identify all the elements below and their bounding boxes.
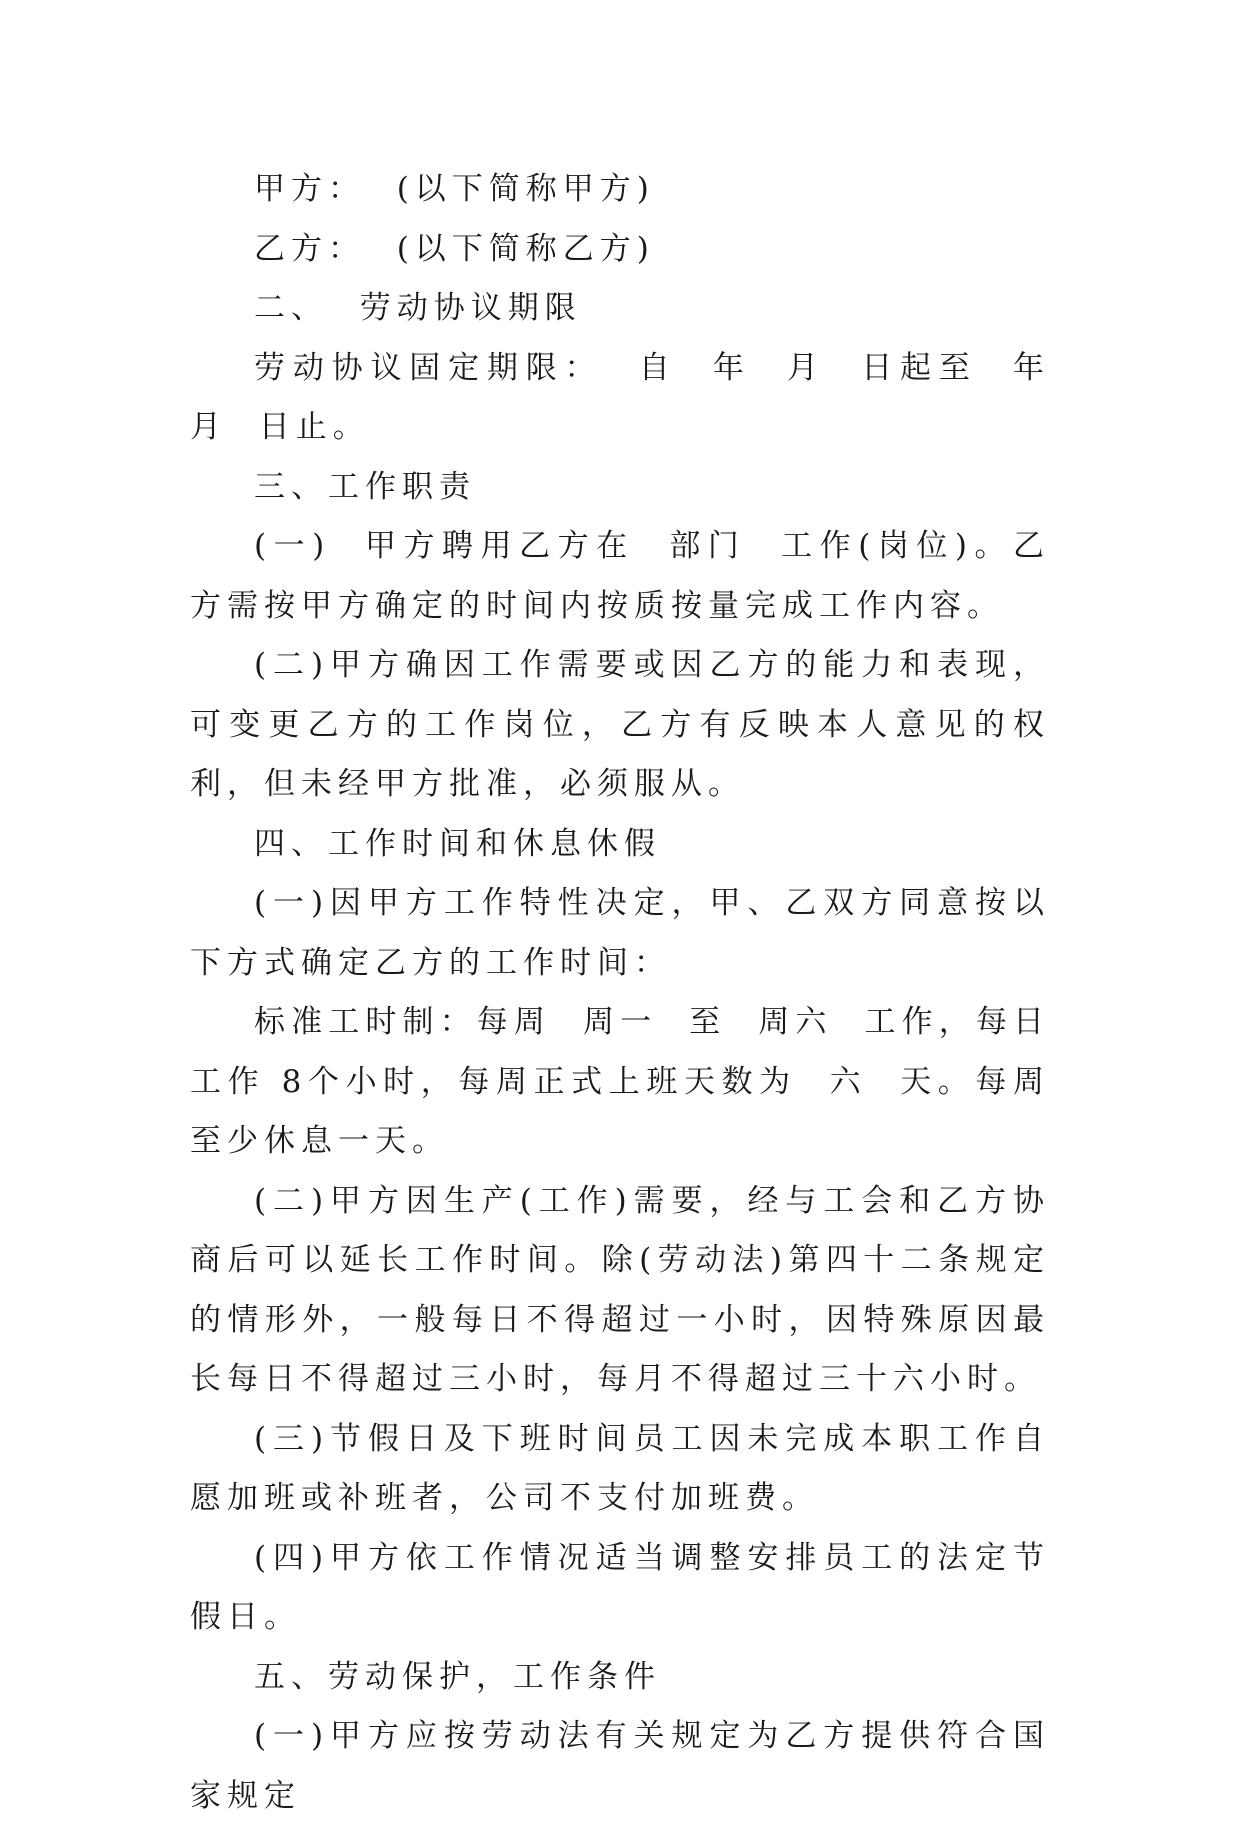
paragraph-hours-1: (一)因甲方工作特性决定，甲、乙双方同意按以下方式确定乙方的工作时间：	[190, 885, 1050, 981]
section-heading-labor-protection: 五、劳动保护，工作条件	[254, 1658, 661, 1695]
paragraph-duties-2: (二)甲方确因工作需要或因乙方的能力和表现，可变更乙方的工作岗位，乙方有反映本人意见的权利，但未经甲方批准，必须服从。	[190, 647, 1050, 802]
paragraph-hours-3: (三)节假日及下班时间员工因未完成本职工作自愿加班或补班者，公司不支付加班费。	[190, 1420, 1050, 1516]
section-heading-term: 二、 劳动协议期限	[254, 290, 582, 326]
section-heading-working-hours: 四、工作时间和休息休假	[254, 825, 661, 862]
paragraph-party-b: 乙方： (以下简称乙方)	[254, 230, 655, 267]
paragraph-hours-4: (四)甲方依工作情况适当调整安排员工的法定节假日。	[190, 1539, 1050, 1635]
paragraph-protection-1: (一)甲方应按劳动法有关规定为乙方提供符合国家规定	[190, 1718, 1050, 1814]
paragraph-duties-1: (一) 甲方聘用乙方在 部门 工作(岗位)。乙方需按甲方确定的时间内按质按量完成工作内容。	[190, 528, 1050, 624]
paragraph-hours-2: (二)甲方因生产(工作)需要，经与工会和乙方协商后可以延长工作时间。除(劳动法)第四十二条规定的情形外，一般每日不得超过一小时，因特殊原因最长每日不得超过三小时，每月不得超过三十六小时。	[190, 1182, 1050, 1397]
paragraph-standard-hours: 标准工时制：每周 周一 至 周六 工作，每日工作 8个小时，每周正式上班天数为 六 天。每周至少休息一天。	[190, 1004, 1050, 1159]
paragraph-party-a: 甲方： (以下简称甲方)	[254, 171, 655, 207]
section-heading-duties: 三、工作职责	[254, 468, 476, 505]
document-body	[190, 160, 1082, 1826]
paragraph-fixed-term: 劳动协议固定期限： 自 年 月 日起至 年 月 日止。	[190, 349, 1082, 445]
